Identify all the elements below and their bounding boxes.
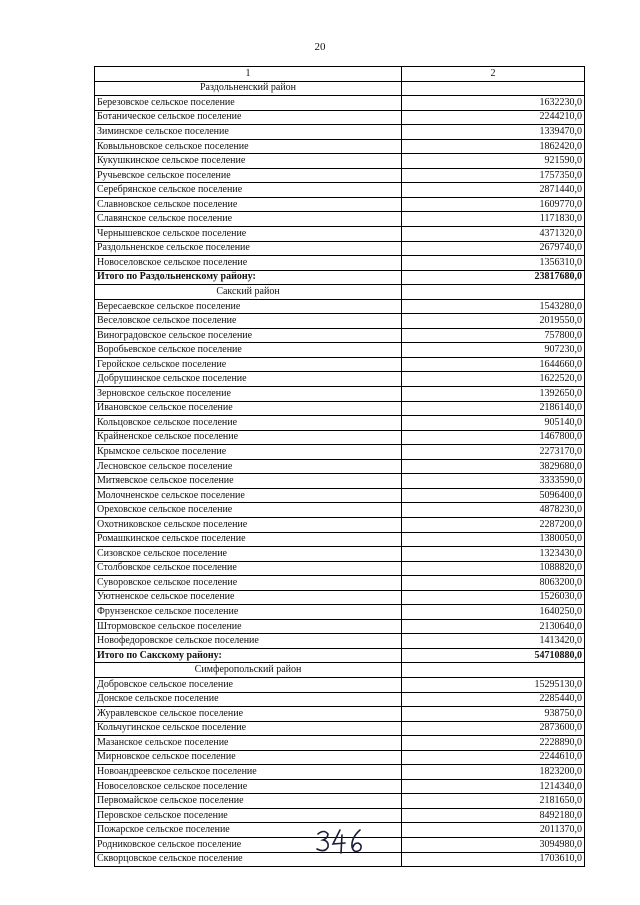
settlement-name: Штормовское сельское поселение — [95, 619, 402, 634]
settlement-name: Ковыльновское сельское поселение — [95, 139, 402, 154]
settlement-amount: 2273170,0 — [402, 445, 585, 460]
district-value-cell — [402, 285, 585, 300]
table-row — [95, 212, 585, 227]
settlement-name: Раздольненское сельское поселение — [95, 241, 402, 256]
table-row — [95, 183, 585, 198]
settlement-name: Новоандреевское сельское поселение — [95, 765, 402, 780]
settlement-name: Виноградовское сельское поселение — [95, 328, 402, 343]
settlement-amount: 8492180,0 — [402, 808, 585, 823]
settlement-amount: 1526030,0 — [402, 590, 585, 605]
settlement-amount: 2679740,0 — [402, 241, 585, 256]
settlement-name: Ореховское сельское поселение — [95, 503, 402, 518]
settlement-name: Новофедоровское сельское поселение — [95, 634, 402, 649]
settlement-amount: 2285440,0 — [402, 692, 585, 707]
settlement-amount: 921590,0 — [402, 154, 585, 169]
settlement-amount: 1339470,0 — [402, 125, 585, 140]
district-name: Симферопольский район — [95, 663, 402, 678]
table-row — [95, 619, 585, 634]
settlement-amount: 1380050,0 — [402, 532, 585, 547]
settlement-name: Кольчугинское сельское поселение — [95, 721, 402, 736]
settlement-amount: 1703610,0 — [402, 852, 585, 867]
settlement-name: Веселовское сельское поселение — [95, 314, 402, 329]
district-value-cell — [402, 663, 585, 678]
settlement-amount: 2019550,0 — [402, 314, 585, 329]
settlement-name: Столбовское сельское поселение — [95, 561, 402, 576]
settlement-amount: 2873600,0 — [402, 721, 585, 736]
settlement-name: Уютненское сельское поселение — [95, 590, 402, 605]
table-row — [95, 357, 585, 372]
settlement-name: Донское сельское поселение — [95, 692, 402, 707]
table-row — [95, 707, 585, 722]
table-row — [95, 750, 585, 765]
table-row — [95, 474, 585, 489]
settlement-amount: 1356310,0 — [402, 256, 585, 271]
district-name: Раздольненский район — [95, 81, 402, 96]
district-total-amount: 23817680,0 — [402, 270, 585, 285]
district-heading-row — [95, 81, 585, 96]
page-number: 20 — [314, 41, 326, 53]
table-row — [95, 125, 585, 140]
settlement-amount: 2186140,0 — [402, 401, 585, 416]
settlement-amount: 3094980,0 — [402, 837, 585, 852]
settlement-name: Вересаевское сельское поселение — [95, 299, 402, 314]
settlement-amount: 1640250,0 — [402, 605, 585, 620]
settlement-amount: 8063200,0 — [402, 576, 585, 591]
settlement-name: Сизовское сельское поселение — [95, 547, 402, 562]
table-row — [95, 416, 585, 431]
settlement-name: Крымское сельское поселение — [95, 445, 402, 460]
table-row — [95, 561, 585, 576]
settlement-name: Ручьевское сельское поселение — [95, 168, 402, 183]
settlement-name: Первомайское сельское поселение — [95, 794, 402, 809]
settlement-amount: 2871440,0 — [402, 183, 585, 198]
district-total-row — [95, 648, 585, 663]
table-row — [95, 634, 585, 649]
settlement-name: Новоселовское сельское поселение — [95, 779, 402, 794]
settlement-amount: 1644660,0 — [402, 357, 585, 372]
settlement-amount: 938750,0 — [402, 707, 585, 722]
district-name: Сакский район — [95, 285, 402, 300]
table-row — [95, 299, 585, 314]
settlement-name: Березовское сельское поселение — [95, 96, 402, 111]
settlement-amount: 4878230,0 — [402, 503, 585, 518]
settlement-amount: 1413420,0 — [402, 634, 585, 649]
table-row — [95, 401, 585, 416]
settlement-amount: 1392650,0 — [402, 387, 585, 402]
settlement-amount: 1609770,0 — [402, 197, 585, 212]
table-row — [95, 430, 585, 445]
settlement-amount: 2244210,0 — [402, 110, 585, 125]
table-row — [95, 168, 585, 183]
table-row — [95, 779, 585, 794]
table-row — [95, 256, 585, 271]
settlement-amount: 15295130,0 — [402, 677, 585, 692]
settlement-amount: 1467800,0 — [402, 430, 585, 445]
settlement-amount: 2181650,0 — [402, 794, 585, 809]
settlement-name: Серебрянское сельское поселение — [95, 183, 402, 198]
table-row — [95, 110, 585, 125]
settlement-name: Суворовское сельское поселение — [95, 576, 402, 591]
settlement-amount: 1823200,0 — [402, 765, 585, 780]
table-row — [95, 227, 585, 242]
table-row — [95, 197, 585, 212]
budget-table-body — [95, 67, 585, 867]
table-row — [95, 547, 585, 562]
settlement-amount: 907230,0 — [402, 343, 585, 358]
table-row — [95, 736, 585, 751]
table-row — [95, 328, 585, 343]
table-row — [95, 241, 585, 256]
settlement-name: Митяевское сельское поселение — [95, 474, 402, 489]
table-row — [95, 343, 585, 358]
settlement-name: Добрушинское сельское поселение — [95, 372, 402, 387]
table-row — [95, 459, 585, 474]
table-row — [95, 387, 585, 402]
settlement-amount: 757800,0 — [402, 328, 585, 343]
settlement-amount: 2287200,0 — [402, 517, 585, 532]
settlement-amount: 4371320,0 — [402, 227, 585, 242]
settlement-amount: 1214340,0 — [402, 779, 585, 794]
settlement-name: Пожарское сельское поселение — [95, 823, 402, 838]
settlement-name: Славянское сельское поселение — [95, 212, 402, 227]
district-heading-row — [95, 663, 585, 678]
settlement-name: Зиминское сельское поселение — [95, 125, 402, 140]
settlement-amount: 1323430,0 — [402, 547, 585, 562]
settlement-amount: 1543280,0 — [402, 299, 585, 314]
table-row — [95, 488, 585, 503]
district-total-label: Итого по Раздольненскому району: — [95, 270, 402, 285]
handwritten-page-mark — [314, 826, 374, 856]
table-row — [95, 517, 585, 532]
settlement-amount: 1622520,0 — [402, 372, 585, 387]
settlement-name: Мирновское сельское поселение — [95, 750, 402, 765]
settlement-name: Крайненское сельское поселение — [95, 430, 402, 445]
settlement-amount: 1632230,0 — [402, 96, 585, 111]
table-row — [95, 677, 585, 692]
table-row — [95, 139, 585, 154]
settlement-amount: 1171830,0 — [402, 212, 585, 227]
settlement-name: Зерновское сельское поселение — [95, 387, 402, 402]
district-total-amount: 54710880,0 — [402, 648, 585, 663]
column-header-1: 1 — [95, 67, 402, 82]
table-row — [95, 445, 585, 460]
settlement-name: Мазанское сельское поселение — [95, 736, 402, 751]
table-row — [95, 503, 585, 518]
table-row — [95, 808, 585, 823]
settlement-name: Журавлевское сельское поселение — [95, 707, 402, 722]
table-row — [95, 314, 585, 329]
settlement-amount: 3829680,0 — [402, 459, 585, 474]
budget-table — [94, 66, 585, 867]
settlement-amount: 2011370,0 — [402, 823, 585, 838]
settlement-amount: 2228890,0 — [402, 736, 585, 751]
settlement-amount: 5096400,0 — [402, 488, 585, 503]
settlement-name: Новоселовское сельское поселение — [95, 256, 402, 271]
settlement-name: Фрунзенское сельское поселение — [95, 605, 402, 620]
settlement-amount: 2244610,0 — [402, 750, 585, 765]
handwritten-mark-graphic — [314, 826, 374, 856]
table-row — [95, 96, 585, 111]
district-value-cell — [402, 81, 585, 96]
settlement-amount: 1757350,0 — [402, 168, 585, 183]
settlement-name: Родниковское сельское поселение — [95, 837, 402, 852]
settlement-name: Кольцовское сельское поселение — [95, 416, 402, 431]
settlement-name: Чернышевское сельское поселение — [95, 227, 402, 242]
settlement-name: Воробьевское сельское поселение — [95, 343, 402, 358]
settlement-amount: 3333590,0 — [402, 474, 585, 489]
settlement-name: Лесновское сельское поселение — [95, 459, 402, 474]
district-heading-row — [95, 285, 585, 300]
settlement-name: Ромашкинское сельское поселение — [95, 532, 402, 547]
settlement-amount: 2130640,0 — [402, 619, 585, 634]
table-row — [95, 532, 585, 547]
table-row — [95, 372, 585, 387]
table-row — [95, 721, 585, 736]
table-row — [95, 590, 585, 605]
district-total-label: Итого по Сакскому району: — [95, 648, 402, 663]
table-row — [95, 605, 585, 620]
settlement-name: Кукушкинское сельское поселение — [95, 154, 402, 169]
table-row — [95, 794, 585, 809]
settlement-amount: 1862420,0 — [402, 139, 585, 154]
settlement-name: Ботаническое сельское поселение — [95, 110, 402, 125]
settlement-name: Скворцовское сельское поселение — [95, 852, 402, 867]
district-total-row — [95, 270, 585, 285]
settlement-name: Добровское сельское поселение — [95, 677, 402, 692]
table-row — [95, 576, 585, 591]
table-row — [95, 692, 585, 707]
settlement-name: Охотниковское сельское поселение — [95, 517, 402, 532]
settlement-amount: 1088820,0 — [402, 561, 585, 576]
settlement-name: Славновское сельское поселение — [95, 197, 402, 212]
settlement-name: Ивановское сельское поселение — [95, 401, 402, 416]
table-header-row — [95, 67, 585, 82]
settlement-name: Геройское сельское поселение — [95, 357, 402, 372]
column-header-2: 2 — [402, 67, 585, 82]
settlement-name: Перовское сельское поселение — [95, 808, 402, 823]
table-row — [95, 154, 585, 169]
settlement-amount: 905140,0 — [402, 416, 585, 431]
table-row — [95, 765, 585, 780]
settlement-name: Молочненское сельское поселение — [95, 488, 402, 503]
